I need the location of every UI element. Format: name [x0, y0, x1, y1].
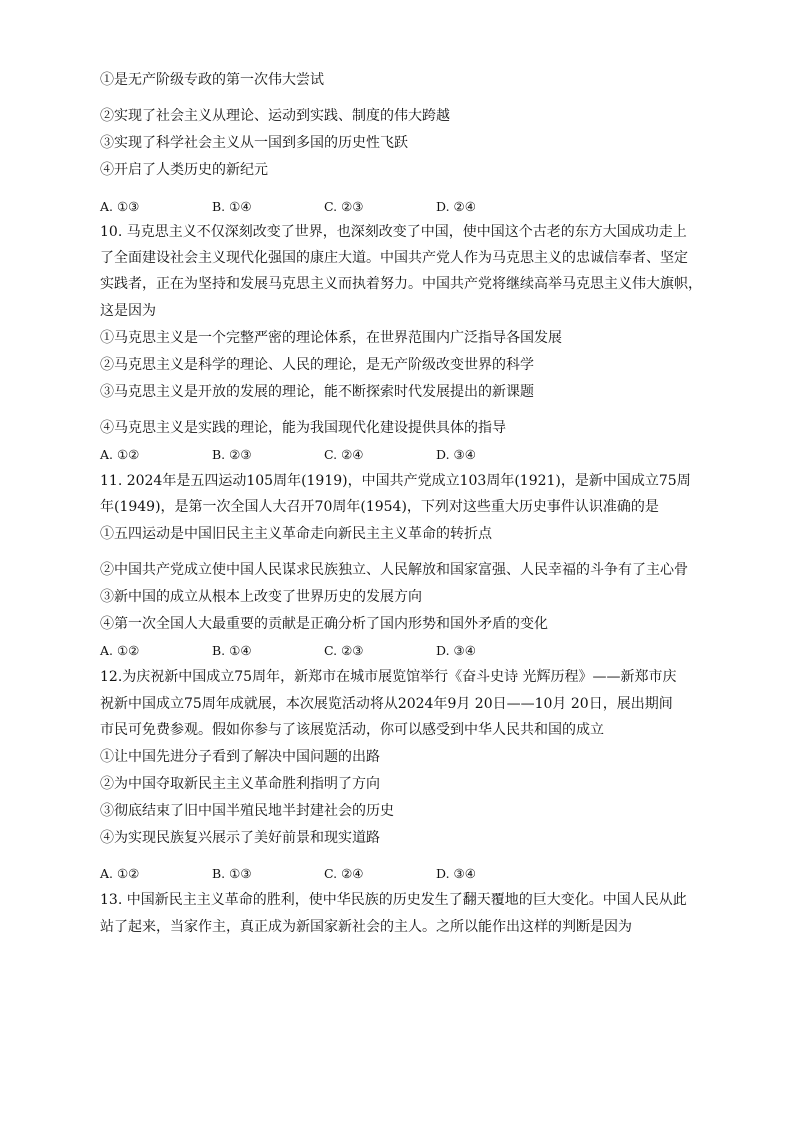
q11-statement: ②中国共产党成立使中国人民谋求民族独立、人民解放和国家富强、人民幸福的斗争有了主心骨: [100, 562, 688, 578]
q9-statement: ④开启了人类历史的新纪元: [100, 162, 268, 178]
q10-statement: ②马克思主义是科学的理论、人民的理论，是无产阶级改变世界的科学: [100, 357, 534, 373]
option-a: A. ①②: [100, 447, 140, 462]
option-b: B. ①④: [212, 199, 252, 214]
q11-statement: ①五四运动是中国旧民主主义革命走向新民主主义革命的转折点: [100, 526, 492, 542]
option-c: C. ②③: [324, 199, 364, 214]
q12-stem-line: 祝新中国成立75周年成就展，本次展览活动将从2024年9月 20日——10月 20日，展出期间: [100, 696, 673, 712]
q10-stem-line: 了全面建设社会主义现代化强国的康庄大道。中国共产党人作为马克思主义的忠诚信奉者、坚定: [100, 250, 688, 266]
option-d: D. ③④: [436, 866, 476, 881]
option-d: D. ③④: [436, 447, 476, 462]
q10-stem-line: 实践者，正在为坚持和发展马克思主义而执着努力。中国共产党将继续高举马克思主义伟大旗帜，: [100, 276, 702, 292]
option-c: C. ②④: [324, 866, 364, 881]
option-d: D. ③④: [436, 643, 476, 658]
q12-statement: ②为中国夺取新民主主义革命胜利指明了方向: [100, 776, 380, 792]
option-a: A. ①②: [100, 866, 140, 881]
option-c: C. ②③: [324, 643, 364, 658]
q10-statement: ①马克思主义是一个完整严密的理论体系，在世界范围内广泛指导各国发展: [100, 330, 562, 346]
option-b: B. ②③: [212, 447, 252, 462]
q12-stem-line: 市民可免费参观。假如你参与了该展览活动，你可以感受到中华人民共和国的成立: [100, 722, 604, 738]
option-d: D. ②④: [436, 199, 476, 214]
option-b: B. ①③: [212, 866, 252, 881]
q10-statement: ③马克思主义是开放的发展的理论，能不断探索时代发展提出的新课题: [100, 384, 534, 400]
option-a: A. ①②: [100, 643, 140, 658]
q11-statement: ④第一次全国人大最重要的贡献是正确分析了国内形势和国外矛盾的变化: [100, 616, 548, 632]
q11-statement: ③新中国的成立从根本上改变了世界历史的发展方向: [100, 589, 422, 605]
q12-stem-line: 12.为庆祝新中国成立75周年，新郑市在城市展览馆举行《奋斗史诗 光辉历程》——新郑市庆: [100, 669, 677, 685]
q10-stem-line: 10. 马克思主义不仅深刻改变了世界，也深刻改变了中国，使中国这个古老的东方大国成功走上: [100, 224, 687, 240]
q12-statement: ③彻底结束了旧中国半殖民地半封建社会的历史: [100, 803, 394, 819]
option-a: A. ①③: [100, 199, 140, 214]
q10-stem-line: 这是因为: [100, 303, 156, 319]
q9-statement: ②实现了社会主义从理论、运动到实践、制度的伟大跨越: [100, 108, 450, 124]
q13-stem-line: 站了起来，当家作主，真正成为新国家新社会的主人。之所以能作出这样的判断是因为: [100, 919, 632, 935]
q12-statement: ④为实现民族复兴展示了美好前景和现实道路: [100, 830, 380, 846]
q10-statement: ④马克思主义是实践的理论，能为我国现代化建设提供具体的指导: [100, 420, 506, 436]
q9-statement: ③实现了科学社会主义从一国到多国的历史性飞跃: [100, 135, 408, 151]
q12-statement: ①让中国先进分子看到了解决中国问题的出路: [100, 749, 380, 765]
q11-stem-line: 11. 2024年是五四运动105周年(1919)，中国共产党成立103周年(1921)，是新中国成立75周: [100, 473, 691, 489]
option-c: C. ②④: [324, 447, 364, 462]
option-b: B. ①④: [212, 643, 252, 658]
q13-stem-line: 13. 中国新民主主义革命的胜利，使中华民族的历史发生了翻天覆地的巨大变化。中国人民从此: [100, 892, 687, 908]
q11-stem-line: 年(1949)，是第一次全国人大召开70周年(1954)，下列对这些重大历史事件认识准确的是: [100, 499, 659, 515]
q9-statement: ①是无产阶级专政的第一次伟大尝试: [100, 72, 324, 88]
